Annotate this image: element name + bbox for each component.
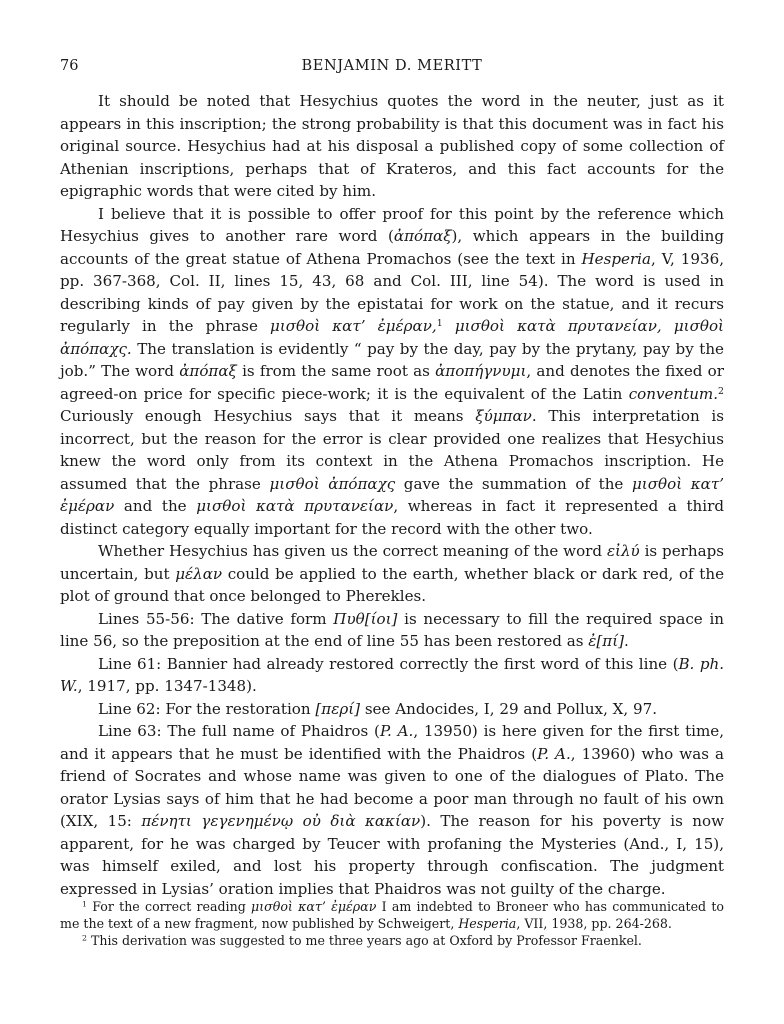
greek-xympan: ξύμπαν (475, 407, 532, 425)
ref-pa: P. A. (537, 744, 571, 763)
greek-eilu: εἰλύ (606, 542, 640, 560)
paragraph-apopax-proof: I believe that it is possible to offer proof for this point by the reference which Hesychius gives to another rare word (ἀπόπαξ), which appears in the building accounts of the great statue of Athena Promachos (see the text in Hesperia, V, 1936, pp. 367-368, Col. II, lines 15, 43, 68 and Col. III, line 54). The word is used in describing kinds of pay given by the epistatai for work on the statue, and it recurs regularly in the phrase μισθοὶ κατ’ ἐμέραν,$^1$ μισθοὶ κατὰ πρυτανείαν, μισθοὶ ἀπόπαχς. The translation is evidently “ pay by the day, pay by the prytany, pay by the job.” The word ἀπόπαξ is from the same root as ἀποπήγνυμι, and denotes the fixed or agreed-on price for specific piece-work; it is the equivalent of the Latin conventum.$^2$ Curiously enough Hesychius says that it means ξύμπαν. This interpretation is incorrect, but the reason for the error is clear provided one realizes that Hesychius knew the word only from its context in the Athena Promachos inscription. He assumed that the phrase μισθοὶ ἀπόπαχς gave the summation of the μισθοὶ κατ’ ἐμέραν and the μισθοὶ κατὰ πρυτανείαν, whereas in fact it represented a third distinct category equally important for the record with the other two. (60, 204, 724, 538)
footnote-mark-2: 2 (82, 933, 87, 943)
paragraph-eilu-melan: Whether Hesychius has given us the correct meaning of the word εἰλύ is perhaps uncertain, but μέλαν could be applied to the earth, whether black or dark red, of the plot of ground that once belonged to Pherekles. (60, 542, 725, 605)
journal-bphw: B. ph. W. (60, 654, 725, 695)
journal-hesperia: Hesperia (581, 249, 651, 268)
page-header (60, 58, 724, 78)
page-number: 76 (60, 58, 79, 74)
greek-lysias-quote: πένητι γεγενημένῳ οὐ διὰ κακίαν (141, 812, 421, 830)
greek-misthoi-kat-emeran: μισθοὶ κατ’ ἐμέραν (251, 899, 377, 914)
greek-apopax: ἀπόπαξ (393, 227, 452, 245)
greek-misthoi-apopachs: μισθοὶ ἀπόπαχς (269, 474, 396, 493)
journal-hesperia: Hesperia (458, 916, 517, 931)
footnote-ref-1[interactable]: 1 (436, 317, 443, 329)
body-text (60, 90, 724, 900)
greek-misthoi-kat-emeran: μισθοὶ κατ’ ἐμέραν (60, 474, 724, 515)
paragraph-line-62: Line 62: For the restoration [περί] see Andocides, I, 29 and Pollux, X, 97. (98, 699, 658, 718)
paragraph-line-61: Line 61: Bannier had already restored correctly the first word of this line (B. ph. W., 1917, pp. 1347-1348). (60, 654, 725, 695)
paragraph-lines-55-56: Lines 55-56: The dative form Πυθ[ίοι] is necessary to fill the required space in line 56, so the preposition at the end of line 55 has been restored as ἐ[πί]. (60, 609, 724, 650)
footnote-2: $^2$ This derivation was suggested to me three years ago at Oxford by Professor Fraenkel. (82, 933, 642, 948)
greek-apopegnumi: ἀποπήγνυμι (435, 362, 527, 380)
footnotes (60, 898, 724, 949)
greek-phrase-day: μισθοὶ κατ’ ἐμέραν, (270, 317, 437, 335)
ref-pa: P. A. (379, 722, 414, 740)
greek-peri: [περί] (315, 699, 361, 718)
footnote-1: $^1$ For the correct reading μισθοὶ κατ’ ἐμέραν I am indebted to Broneer who has communicated to me the text of a new fragment, now published by Schweigert, Hesperia, VII, 1938, pp. 264-268. (60, 899, 725, 931)
greek-phrase-prytany-job: μισθοὶ κατὰ πρυτανείαν, μισθοὶ ἀπόπαχς. (60, 317, 724, 358)
latin-conventum: conventum. (628, 384, 719, 403)
paragraph-hesychius-neuter: It should be noted that Hesychius quotes the word in the neuter, just as it appears in this inscription; the strong probability is that this document was in fact his original source. Hesychius had at his disposal a published copy of some collection of Athenian inscriptions, perhaps that of Krateros, and this fact accounts for the epigraphic words that were cited by him. (60, 92, 724, 200)
greek-epi: ἐ[πί] (588, 632, 624, 650)
paragraph-line-63: Line 63: The full name of Phaidros (P. A., 13950) is here given for the first time, and it appears that he must be identified with the Phaidros (P. A., 13960) who was a friend of Socrates and whose name was given to one of the dialogues of Plato. The orator Lysias says of him that he had become a poor man through no fault of his own (XIX, 15: πένητι γεγενημένῳ οὐ διὰ κακίαν). The reason for his poverty is now apparent, for he was charged by Teucer with profaning the Mysteries (And., I, 15), was himself exiled, and lost his property through confiscation. The judgment expressed in Lysias’ oration implies that Phaidros was not guilty of the charge. (60, 722, 725, 898)
footnote-ref-2[interactable]: 2 (718, 385, 724, 397)
greek-apopax: ἀπόπαξ (179, 362, 237, 380)
greek-pythioi: Πυθ[ίοι] (333, 609, 398, 628)
footnote-mark-1: 1 (82, 899, 87, 909)
greek-misthoi-kata-prytaneian: μισθοὶ κατὰ πρυτανείαν (196, 497, 394, 515)
greek-melan: μέλαν (175, 564, 223, 583)
running-head: BENJAMIN D. MERITT (301, 58, 483, 74)
